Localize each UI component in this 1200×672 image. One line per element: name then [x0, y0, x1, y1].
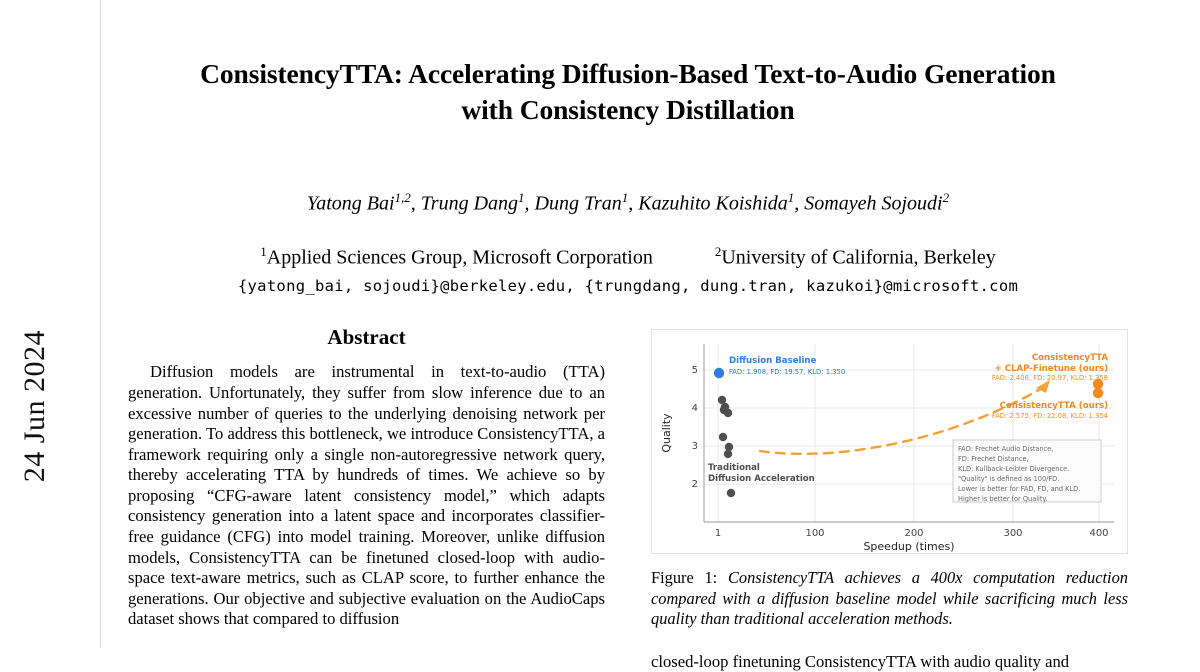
right-column-tail-text: closed-loop finetuning ConsistencyTTA with audio quality and: [651, 651, 1070, 671]
svg-text:4: 4: [691, 403, 698, 415]
svg-text:FD: Frechet Distance,: FD: Frechet Distance,: [958, 455, 1029, 464]
figure-1-caption: [651, 568, 1128, 629]
author-5-sup: 2: [942, 190, 950, 205]
svg-text:"Quality" is defined as 100/FD: "Quality" is defined as 100/FD.: [958, 475, 1060, 484]
author-4: Kazuhito Koishida: [638, 192, 788, 215]
series-consistency-point: [1093, 388, 1103, 398]
arxiv-date-stamp: 24 Jun 2024: [18, 330, 51, 483]
title-line-1: ConsistencyTTA: Accelerating Diffusion-Based Text-to-Audio Generation: [200, 58, 1056, 89]
author-5: Somayeh Sojoudi: [804, 192, 943, 215]
svg-text:100: 100: [805, 528, 825, 540]
figure-1-plot: [652, 330, 1127, 553]
annotation-consistency-title: ConsistencyTTA (ours): [999, 401, 1108, 412]
affiliation-1-sup: 1: [260, 243, 267, 259]
author-2-sup: 1: [518, 190, 525, 205]
svg-text:300: 300: [1003, 528, 1023, 540]
figure-1-label: Figure 1:: [651, 568, 728, 588]
affiliation-2: [715, 244, 996, 270]
svg-text:3: 3: [691, 441, 698, 453]
annotation-traditional-2: Diffusion Acceleration: [708, 474, 815, 485]
svg-text:2: 2: [691, 479, 698, 491]
affiliation-1-text: Applied Sciences Group, Microsoft Corporation: [266, 246, 653, 269]
two-column-body: [128, 325, 1128, 672]
figure-1: [651, 329, 1128, 554]
author-2: Trung Dang: [420, 192, 519, 215]
svg-text:Higher is better for Quality.: Higher is better for Quality.: [958, 495, 1048, 504]
page-left-rule: [100, 0, 101, 648]
svg-text:400: 400: [1089, 528, 1109, 540]
paper-content: [128, 0, 1128, 672]
annotation-consistency-metrics: FAD: 2.575, FD: 22.08, KLD: 1.354: [991, 412, 1108, 421]
author-1: Yatong Bai: [306, 192, 395, 215]
author-3-sup: 1: [621, 190, 629, 205]
svg-text:200: 200: [904, 528, 924, 540]
author-emails: {yatong_bai, sojoudi}@berkeley.edu, {trungdang, dung.tran, kazukoi}@microsoft.com: [237, 277, 1019, 296]
author-3: Dung Tran: [534, 192, 622, 215]
affiliation-list: [128, 244, 1128, 270]
svg-text:5: 5: [691, 365, 698, 377]
annotation-traditional-1: Traditional: [708, 463, 760, 474]
svg-text:FAD: Frechet Audio Distance,: FAD: Frechet Audio Distance,: [958, 445, 1054, 454]
svg-text:Lower is better for FAD, FD, a: Lower is better for FAD, FD, and KLD.: [958, 485, 1081, 494]
title-line-2: with Consistency Distillation: [461, 94, 795, 125]
x-axis-label: Speedup (times): [863, 540, 955, 554]
author-list: Yatong Bai$^{1,2}$, Trung Dang$^1$, Dung Tran$^1$, Kazuhito Koishida$^1$, Somayeh Sojoudi$^2$: [306, 190, 950, 215]
right-column: [651, 325, 1128, 672]
figure-1-caption-text: ConsistencyTTA achieves a 400x computation reduction compared with a diffusion baseline model while sacrificing much less quality than traditional acceleration methods.: [651, 568, 1128, 629]
svg-text:KLD: Kullback-Leibler Divergen: KLD: Kullback-Leibler Divergence.: [958, 465, 1070, 474]
author-1-sup: 1,2: [394, 190, 411, 205]
abstract-heading: Abstract: [327, 325, 406, 350]
series-baseline-point: [714, 368, 724, 378]
page-title: [128, 56, 1128, 128]
abstract-text: Diffusion models are instrumental in text-to-audio (TTA) generation. Unfortunately, they suffer from slow inference due to an excessive number of queries to the underlying denoising network per generation. To address this bottleneck, we introduce ConsistencyTTA, a framework requiring only a single non-autoregressive network query, thereby accelerating TTA by hundreds of times. We achieve so by proposing “CFG-aware latent consistency model,” which adapts consistency generation into a latent space and incorporates classifier-free guidance (CFG) into model training. Moreover, unlike diffusion models, ConsistencyTTA can be finetuned closed-loop with audio-space text-aware metrics, such as CLAP score, to further enhance the generations. Our objective and subjective evaluation on the AudioCaps dataset shows that compared to diffusion: [128, 362, 605, 629]
annotation-clap-title-1: ConsistencyTTA: [1031, 353, 1108, 364]
annotation-clap-metrics: FAD: 2.406, FD: 20.97, KLD: 1.358: [991, 374, 1108, 383]
annotation-baseline-metrics: FAD: 1.908, FD: 19.57, KLD: 1.350: [729, 368, 846, 377]
svg-text:1: 1: [714, 528, 722, 540]
annotation-baseline-title: Diffusion Baseline: [729, 356, 817, 367]
annotation-clap-title-2: + CLAP-Finetune (ours): [994, 364, 1108, 375]
author-4-sup: 1: [787, 190, 795, 205]
affiliation-2-sup: 2: [714, 243, 722, 259]
y-axis-label: Quality: [660, 413, 673, 453]
affiliation-2-text: University of California, Berkeley: [721, 246, 996, 269]
left-column: [128, 325, 605, 672]
affiliation-1: [260, 244, 653, 270]
